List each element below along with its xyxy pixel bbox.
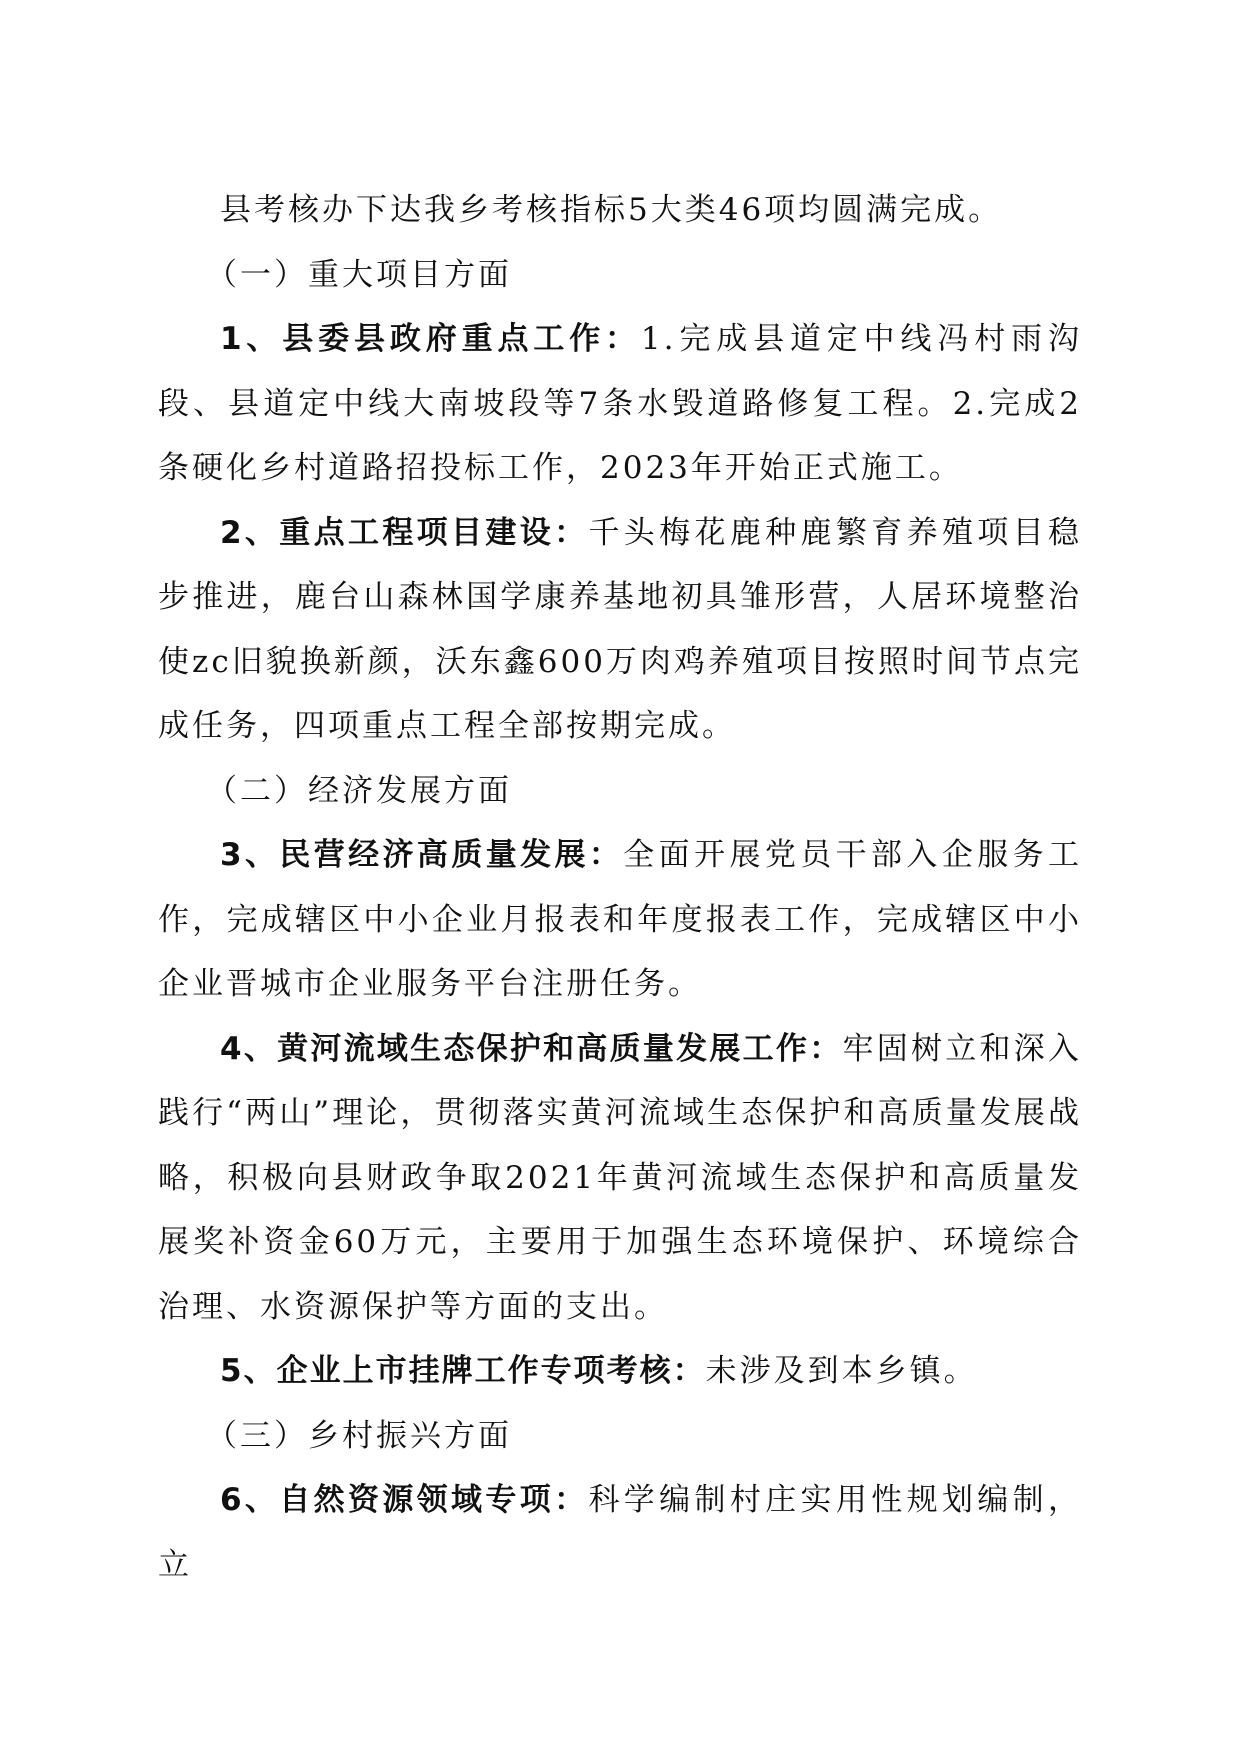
intro-paragraph [158, 178, 1082, 243]
item-2-paragraph [158, 501, 1082, 759]
item-3-paragraph [158, 823, 1082, 1017]
section-heading-major-projects [158, 243, 1082, 308]
item-3-body: 全面开展党员干部入企服务工作，完成辖区中小企业月报表和年度报表工作，完成辖区中小企业晋城市企业服务平台注册任务。 [158, 837, 1082, 1002]
section-heading-rural-revitalization [158, 1404, 1082, 1469]
item-6-lead: 6、自然资源领域专项： [220, 1482, 589, 1518]
item-4-lead: 4、黄河流域生态保护和高质量发展工作： [220, 1030, 843, 1067]
item-2-lead: 2、重点工程项目建设： [220, 514, 589, 551]
section-heading-economic-development [158, 759, 1082, 824]
item-5-lead: 5、企业上市挂牌工作专项考核： [220, 1353, 706, 1389]
section-heading-text: （二）经济发展方面 [206, 772, 512, 809]
item-4-body: 牢固树立和深入践行“两山”理论，贯彻落实黄河流域生态保护和高质量发展战略，积极向县财政争取2021年黄河流域生态保护和高质量发展奖补资金60万元，主要用于加强生态环境保护、环境综合治理、水资源保护等方面的支出。 [158, 1030, 1082, 1325]
document-body [158, 178, 1082, 1597]
intro-text: 县考核办下达我乡考核指标5大类46项均圆满完成。 [220, 192, 1003, 228]
item-6-body: 科学编制村庄实用性规划编制，立 [158, 1482, 1082, 1583]
item-1-lead: 1、县委县政府重点工作： [220, 321, 641, 357]
item-5-paragraph [158, 1339, 1082, 1404]
item-4-paragraph [158, 1017, 1082, 1340]
item-2-body: 千头梅花鹿种鹿繁育养殖项目稳步推进，鹿台山森林国学康养基地初具雏形营，人居环境整治使zc旧貌换新颜，沃东鑫600万肉鸡养殖项目按照时间节点完成任务，四项重点工程全部按期完成。 [158, 514, 1082, 744]
item-1-body: 1.完成县道定中线冯村雨沟段、县道定中线大南坡段等7条水毁道路修复工程。2.完成2条硬化乡村道路招投标工作，2023年开始正式施工。 [158, 321, 1082, 486]
section-heading-text: （一）重大项目方面 [206, 256, 512, 293]
item-1-paragraph [158, 307, 1082, 501]
item-5-body: 未涉及到本乡镇。 [705, 1353, 978, 1389]
item-3-lead: 3、民营经济高质量发展： [220, 837, 624, 873]
section-heading-text: （三）乡村振兴方面 [206, 1417, 512, 1454]
item-6-paragraph [158, 1468, 1082, 1597]
